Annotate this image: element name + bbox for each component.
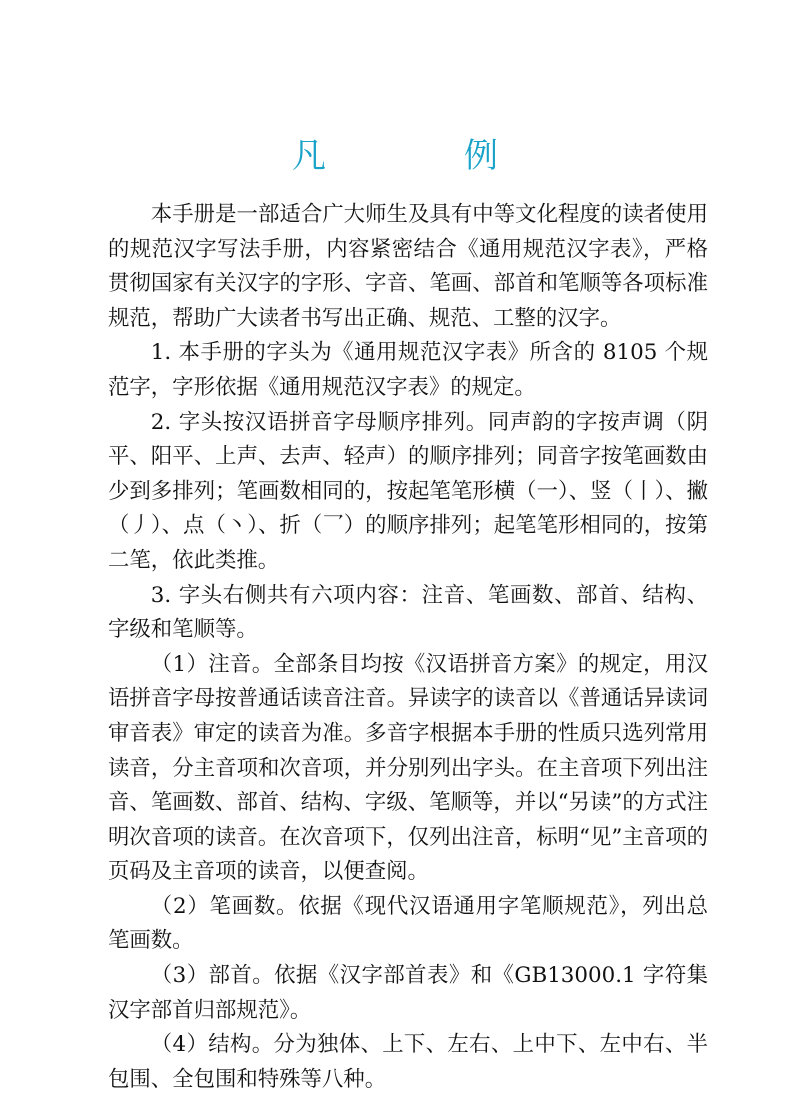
page-title: 凡 例 xyxy=(292,136,550,176)
paragraph-item-1: 1. 本手册的字头为《通用规范汉字表》所含的 8105 个规范字，字形依据《通用规范汉字表》的规定。 xyxy=(108,340,708,400)
paragraph-item-3: 3. 字头右侧共有六项内容：注音、笔画数、部首、结构、字级和笔顺等。 xyxy=(108,582,708,643)
paragraph-item-2: 2. 字头按汉语拼音字母顺序排列。同声韵的字按声调（阴平、阳平、上声、去声、轻声）的顺序排列；同音字按笔画数由少到多排列；笔画数相同的，按起笔笔形横（一）、竖（丨）、撇（丿）、点（丶）、折（乛）的顺序排列；起笔笔形相同的，按第二笔，依此类推。 xyxy=(108,409,708,573)
paragraph-sub-2: （2）笔画数。依据《现代汉语通用字笔顺规范》，列出总笔画数。 xyxy=(108,893,708,954)
paragraph-sub-4: （4）结构。分为独体、上下、左右、上中下、左中右、半包围、全包围和特殊等八种。 xyxy=(108,1032,708,1092)
body-text xyxy=(108,198,708,1097)
paragraph-sub-3: （3）部首。依据《汉字部首表》和《GB13000.1 字符集汉字部首归部规范》。 xyxy=(108,963,708,1023)
paragraph-intro: 本手册是一部适合广大师生及具有中等文化程度的读者使用的规范汉字写法手册，内容紧密结合《通用规范汉字表》，严格贯彻国家有关汉字的字形、字音、笔画、部首和笔顺等各项标准规范，帮助广大读者书写出正确、规范、工整的汉字。 xyxy=(108,202,708,331)
paragraph-sub-1: （1）注音。全部条目均按《汉语拼音方案》的规定，用汉语拼音字母按普通话读音注音。异读字的读音以《普通话异读词审音表》审定的读音为准。多音字根据本手册的性质只选列常用读音，分主音项和次音项，并分别列出字头。在主音项下列出注音、笔画数、部首、结构、字级、笔顺等，并以“另读”的方式注明次音项的读音。在次音项下，仅列出注音，标明“见”主音项的页码及主音项的读音，以便查阅。 xyxy=(108,651,708,885)
